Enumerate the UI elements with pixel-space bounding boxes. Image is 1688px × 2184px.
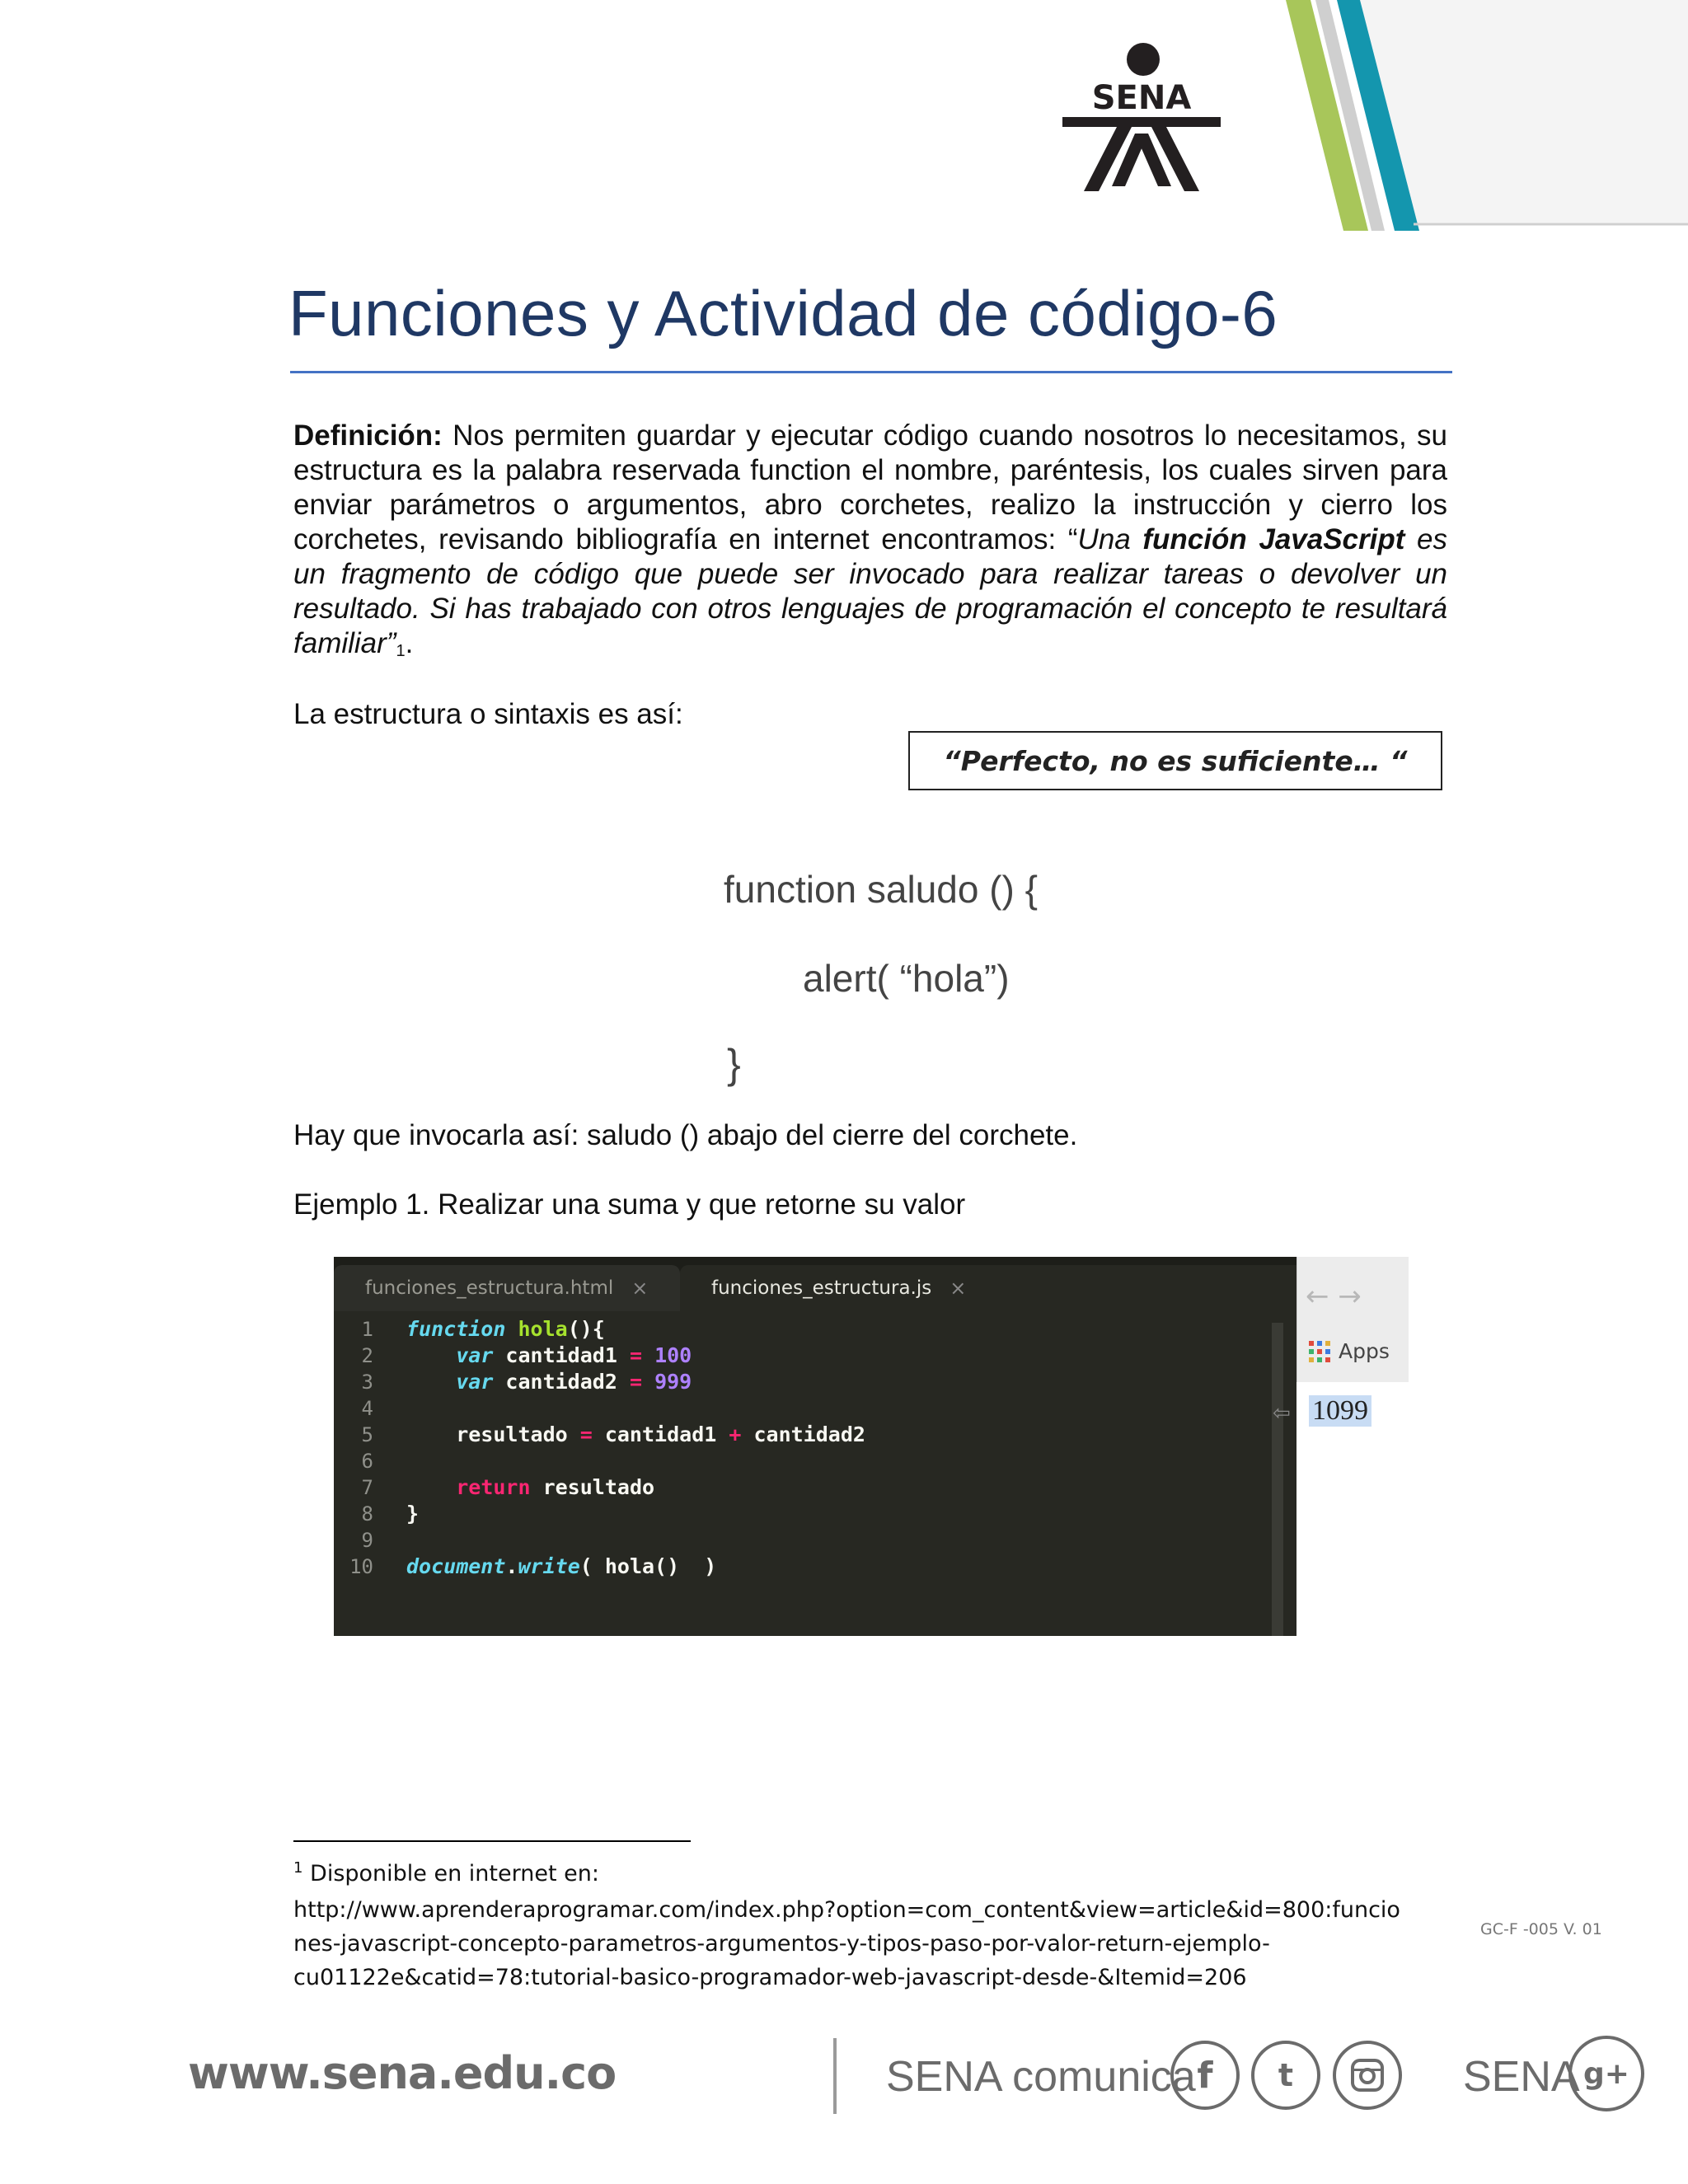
definition-label: Definición:	[293, 419, 443, 452]
code-line: return resultado	[456, 1475, 655, 1499]
code-editor-screenshot	[334, 1257, 1296, 1636]
invoke-text: Hay que invocarla así: saludo () abajo del cierre del corchete.	[293, 1119, 1078, 1151]
page-title: Funciones y Actividad de código-6	[288, 277, 1278, 349]
close-icon[interactable]: ×	[631, 1277, 649, 1300]
code-example-line-2: alert( “hola”)	[803, 957, 1010, 1000]
definition-paragraph	[293, 419, 1447, 665]
line-number: 6	[361, 1450, 373, 1473]
footnote-ref: 1	[396, 642, 406, 660]
apps-icon[interactable]	[1309, 1341, 1330, 1362]
quote-bold: función JavaScript	[1142, 523, 1405, 555]
quote-post: es un fragmento de código que puede ser invocado para realizar tareas o devolver un resultado. Si has trabajado con otros lenguajes de programación el concepto te resultará familiar”	[293, 523, 1448, 659]
code-example-line-3: }	[727, 1041, 741, 1087]
editor-scrollbar[interactable]	[1272, 1323, 1283, 1636]
browser-window-snippet	[1296, 1257, 1409, 1382]
footnote	[293, 1857, 1447, 1994]
line-number: 3	[361, 1371, 373, 1394]
footnote-url-line[interactable]: cu01122e&catid=78:tutorial-basico-programador-web-javascript-desde-&Itemid=206	[293, 1965, 1247, 1990]
line-number: 1	[361, 1318, 373, 1341]
footnote-separator	[293, 1840, 691, 1842]
line-number: 4	[361, 1397, 373, 1420]
definition-end: .	[405, 627, 414, 659]
line-number: 5	[361, 1423, 373, 1446]
footer-divider	[833, 2038, 837, 2114]
twitter-icon[interactable]: t	[1251, 2041, 1320, 2110]
code-line: var cantidad2 = 999	[456, 1370, 692, 1394]
line-number: 10	[349, 1555, 373, 1578]
form-code: GC-F -005 V. 01	[1480, 1920, 1602, 1938]
structure-label: La estructura o sintaxis es así:	[293, 698, 683, 730]
sena-logo	[1059, 41, 1224, 198]
code-line: function hola(){	[406, 1317, 605, 1341]
footnote-url-line[interactable]: nes-javascript-concepto-parametros-argumentos-y-tipos-paso-por-valor-return-ejemplo-	[293, 1931, 1270, 1957]
instagram-icon[interactable]	[1333, 2041, 1402, 2110]
header-decoration	[1269, 0, 1688, 231]
tab-js-file[interactable]	[680, 1265, 1296, 1311]
footnote-url-line[interactable]: http://www.aprenderaprogramar.com/index.php?option=com_content&view=article&id=800:funcio	[293, 1897, 1400, 1923]
example-text: Ejemplo 1. Realizar una suma y que retorne su valor	[293, 1188, 966, 1221]
line-number: 7	[361, 1476, 373, 1499]
definition-text: Nos permiten guardar y ejecutar código cuando nosotros lo necesitamos, su estructura es la palabra reservada function el nombre, paréntesis, los cuales sirven para enviar parámetros o argumentos, abro corchetes, realizo la instrucción y cierro los corchetes, revisando bibliografía en internet encontramos: “	[293, 419, 1447, 555]
tab-html-file[interactable]	[334, 1265, 680, 1311]
google-plus-icon[interactable]: g+	[1568, 2036, 1644, 2111]
line-number: 8	[361, 1502, 373, 1526]
quote-pre: Una	[1077, 523, 1143, 555]
code-line: }	[406, 1502, 420, 1526]
apps-label[interactable]: Apps	[1339, 1339, 1390, 1363]
tab-label: funciones_estructura.html	[365, 1277, 614, 1299]
title-underline	[290, 371, 1452, 373]
editor-tab-bar	[334, 1257, 1296, 1311]
footnote-number: 1	[293, 1859, 303, 1877]
tab-label: funciones_estructura.js	[711, 1277, 932, 1299]
footer-website[interactable]: www.sena.edu.co	[188, 2047, 617, 2099]
code-line: var cantidad1 = 100	[456, 1343, 692, 1367]
code-example-line-1: function saludo () {	[724, 868, 1039, 911]
facebook-icon[interactable]: f	[1170, 2041, 1240, 2110]
close-icon[interactable]: ×	[950, 1277, 967, 1300]
browser-nav-arrows[interactable]: ← →	[1306, 1280, 1362, 1313]
footer-comunica: SENA comunica	[886, 2053, 1196, 2101]
code-line: document.write( hola() )	[406, 1554, 717, 1578]
cursor-arrow-icon: ⇦	[1273, 1401, 1291, 1426]
line-number: 9	[361, 1529, 373, 1552]
line-number: 2	[361, 1344, 373, 1367]
footnote-text: Disponible en internet en:	[302, 1861, 599, 1886]
quote-box: “Perfecto, no es suficiente… “	[908, 731, 1442, 790]
code-line: resultado = cantidad1 + cantidad2	[406, 1422, 865, 1446]
result-value: 1099	[1309, 1395, 1372, 1427]
footer-sena: SENA	[1463, 2053, 1580, 2101]
svg-text:SENA: SENA	[1091, 79, 1192, 117]
